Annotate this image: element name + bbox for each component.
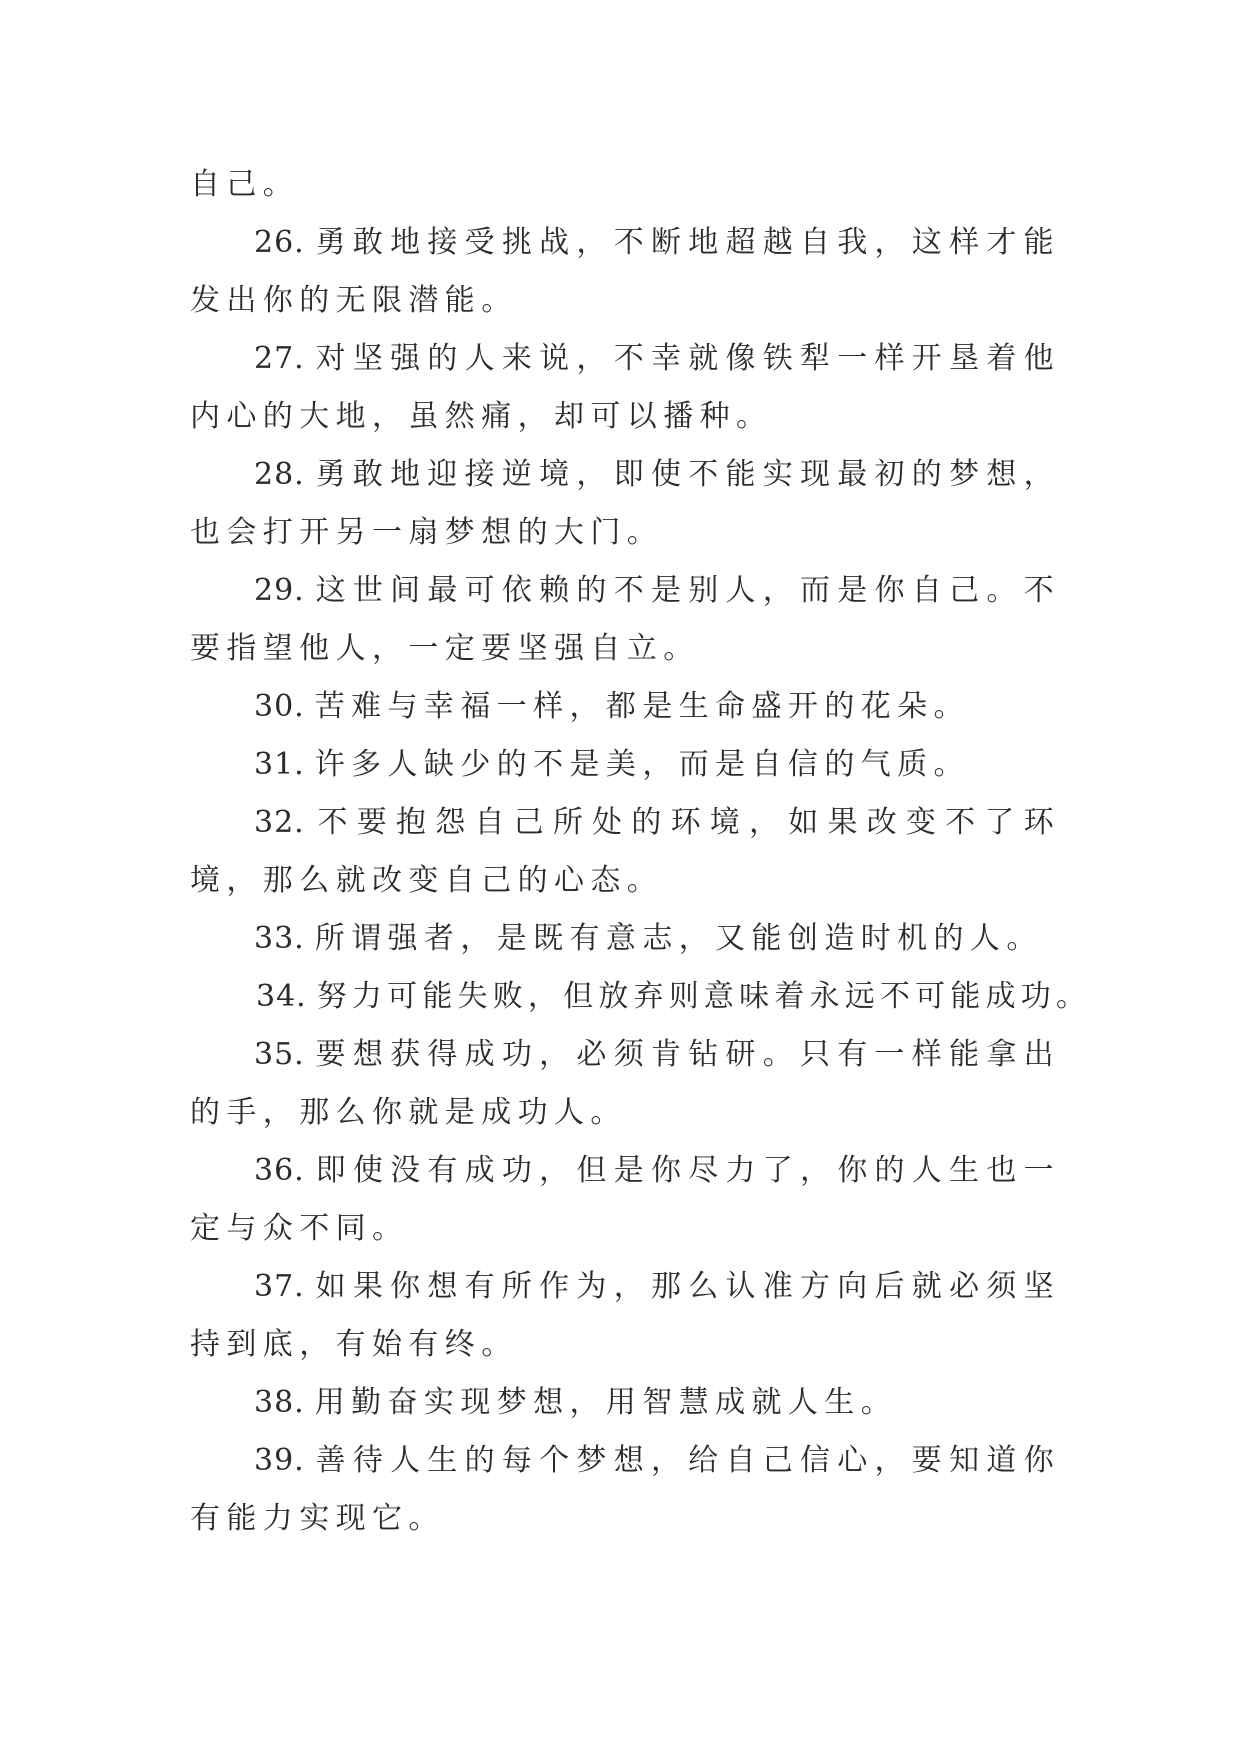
quote-number: 38. xyxy=(254,1385,305,1420)
quote-number: 29. xyxy=(254,573,305,608)
quote-number: 26. xyxy=(254,225,305,260)
quote-number: 39. xyxy=(254,1443,305,1478)
quote-27 xyxy=(190,330,1060,446)
quote-36 xyxy=(190,1142,1060,1258)
quote-number: 30. xyxy=(254,689,305,724)
quote-text: 所谓强者，是既有意志，又能创造时机的人。 xyxy=(314,921,1043,956)
quote-text: 勇敢地迎接逆境，即使不能实现最初的梦想，也会打开另一扇梦想的大门。 xyxy=(190,457,1060,550)
quote-text: 对坚强的人来说，不幸就像铁犁一样开垦着他内心的大地，虽然痛，却可以播种。 xyxy=(190,341,1060,434)
quote-number: 32. xyxy=(254,805,305,840)
quote-29 xyxy=(190,562,1060,678)
quote-32 xyxy=(190,794,1060,910)
document-body xyxy=(190,156,1092,1548)
quote-28 xyxy=(190,446,1060,562)
quote-35 xyxy=(190,1026,1060,1142)
quote-number: 33. xyxy=(254,921,305,956)
paragraph-text: 自己。 xyxy=(190,167,300,202)
quote-number: 27. xyxy=(254,341,305,376)
quote-26 xyxy=(190,214,1060,330)
quote-number: 35. xyxy=(254,1037,305,1072)
quote-38 xyxy=(190,1374,1060,1432)
quote-number: 34. xyxy=(256,979,307,1014)
paragraph-continuation xyxy=(190,156,1060,214)
quote-number: 37. xyxy=(254,1269,305,1304)
quote-text: 勇敢地接受挑战，不断地超越自我，这样才能发出你的无限潜能。 xyxy=(190,225,1060,318)
quote-31 xyxy=(190,736,1060,794)
quote-text: 苦难与幸福一样，都是生命盛开的花朵。 xyxy=(314,689,970,724)
quote-text: 这世间最可依赖的不是别人，而是你自己。不要指望他人，一定要坚强自立。 xyxy=(190,573,1060,666)
quote-number: 28. xyxy=(254,457,305,492)
quote-text: 即使没有成功，但是你尽力了，你的人生也一定与众不同。 xyxy=(190,1153,1060,1246)
quote-37 xyxy=(190,1258,1060,1374)
quote-34 xyxy=(190,968,1092,1026)
quote-text: 用勤奋实现梦想，用智慧成就人生。 xyxy=(314,1385,898,1420)
quote-number: 36. xyxy=(254,1153,305,1188)
quote-text: 不要抱怨自己所处的环境，如果改变不了环境，那么就改变自己的心态。 xyxy=(190,805,1060,898)
quote-text: 努力可能失败，但放弃则意味着永远不可能成功。 xyxy=(316,979,1092,1014)
quote-39 xyxy=(190,1432,1060,1548)
quote-number: 31. xyxy=(254,747,305,782)
quote-30 xyxy=(190,678,1060,736)
quote-text: 许多人缺少的不是美，而是自信的气质。 xyxy=(314,747,970,782)
quote-text: 如果你想有所作为，那么认准方向后就必须坚持到底，有始有终。 xyxy=(190,1269,1060,1362)
quote-text: 善待人生的每个梦想，给自己信心，要知道你有能力实现它。 xyxy=(190,1443,1060,1536)
quote-33 xyxy=(190,910,1060,968)
quote-text: 要想获得成功，必须肯钻研。只有一样能拿出的手，那么你就是成功人。 xyxy=(190,1037,1060,1130)
